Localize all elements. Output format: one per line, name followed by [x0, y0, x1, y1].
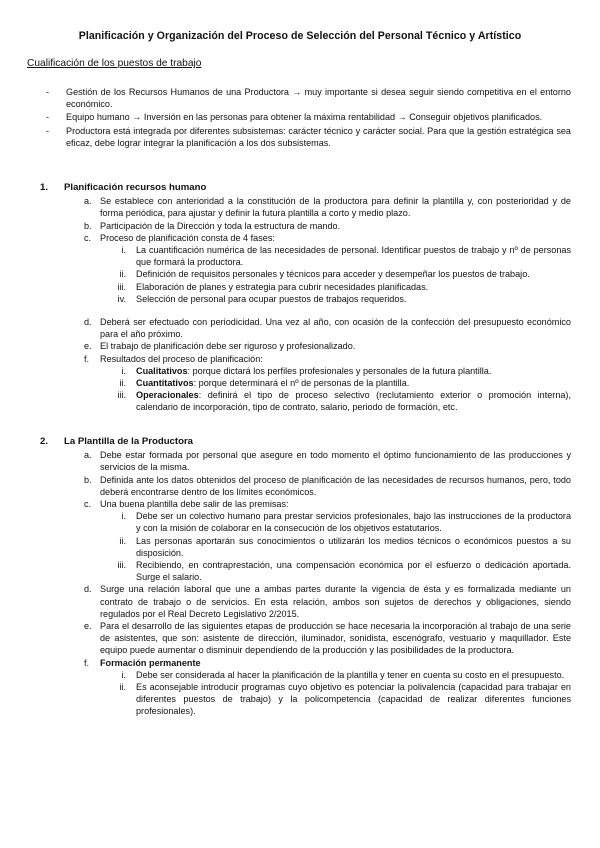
sub-list-item: i. Debe ser considerada al hacer la planificación de la plantilla y tener en cuenta su costo en el presupuesto.	[121, 669, 565, 680]
sub-list-item: iii. Elaboración de planes y estrategia para cubrir necesidades planificadas.	[117, 281, 429, 292]
list-item: b. Definida ante los datos obtenidos del proceso de planificación de las necesidades de recursos humanos, pero, todo deberá encontrarse dentro de los límites económicos.	[84, 474, 571, 497]
intro-item: - Equipo humano → Inversión en las personas para obtener la máxima rentabilidad → Conseguir objetivos planificados.	[46, 112, 543, 123]
sub-list-item: iv. Selección de personal para ocupar puestos de trabajos requeridos.	[117, 293, 407, 304]
list-item: e. Para el desarrollo de las siguientes etapas de producción se hace necesaria la incorporación al trabajo de una serie de asistentes, que son: asistente de dirección, iluminador, sonidista, escenógrafo, vestuario y maquillador. Este equipo puede aumentar o disminuir dependiendo de la producción y las posibilidades de la productora.	[84, 621, 571, 656]
list-item: a. Debe estar formada por personal que asegure en todo momento el óptimo funcionamiento de las producciones y servicios de la misma.	[84, 450, 571, 473]
sub-list-item: ii. Definición de requisitos personales y técnicos para acceder y desempeñar los puestos de trabajo.	[119, 269, 530, 280]
sub-list-item: iii. Operacionales: definirá el tipo de proceso selectivo (reclutamiento exterior o promoción interna), calendario de incorporación, tipo de contrato, salario, periodo de formación, etc.	[117, 390, 571, 413]
list-item: d. Surge una relación laboral que une a ambas partes durante la vigencia de ésta y es formalizada mediante un contrato de trabajo o de servicios. En esta relación, ambos son sujetos de derechos y obligaciones, siendo regulados por el Real Decreto Legislativo 2/2015.	[84, 584, 571, 619]
section-heading: 1. Planificación recursos humano	[40, 182, 207, 193]
sub-list-item: i. Debe ser un colectivo humano para prestar servicios profesionales, bajo las instrucciones de la productora y con la misión de colaborar en la consecución de los objetivos estatutarios.	[121, 511, 571, 534]
list-item: b. Participación de la Dirección y toda la estructura de mando.	[84, 220, 341, 231]
list-item: f. Formación permanente	[84, 657, 201, 668]
sub-list-item: ii. Las personas aportarán sus conocimientos o utilizarán los medios técnicos o económicos puestos a su disposición.	[119, 535, 571, 558]
section-2	[40, 436, 571, 718]
list-item: d. Deberá ser efectuado con periodicidad. Una vez al año, con ocasión de la confección del presupuesto económico para el año próximo.	[84, 317, 571, 340]
sub-list-item: i. La cuantificación numérica de las necesidades de personal. Identificar puestos de trabajo y nº de personas que formará la productora.	[121, 245, 571, 268]
section-heading: 2. La Plantilla de la Productora	[40, 436, 194, 447]
intro-item: - Gestión de los Recursos Humanos de una Productora → muy importante si desea seguir siendo competitiva en el entorno económico.	[46, 87, 571, 110]
section-subtitle: Cualificación de los puestos de trabajo	[27, 58, 202, 69]
list-item: c. Proceso de planificación consta de 4 fases:	[84, 232, 275, 243]
sub-list-item: ii. Es aconsejable introducir programas cuyo objetivo es potenciar la polivalencia (capacidad para trabajar en diferentes puestos de trabajo) y la policompetencia (capacidad de realizar diferentes funciones profesionales).	[119, 682, 571, 717]
list-item: f. Resultados del proceso de planificación:	[84, 353, 263, 364]
list-item: a. Se establece con anterioridad a la constitución de la productora para definir la plantilla y, con posterioridad y de forma periódica, para ajustar y definir la futura plantilla a corto y medio plazo.	[84, 196, 571, 219]
sub-list-item: i. Cualitativos: porque dictará los perfiles profesionales y personales de la futura plantilla.	[121, 365, 492, 376]
intro-list	[46, 86, 571, 150]
sub-list-item: iii. Recibiendo, en contraprestación, una compensación económica por el esfuerzo o dedicación aportada. Surge el salario.	[117, 560, 571, 583]
sub-list-item: ii. Cuantitativos: porque determinará el nº de personas de la plantilla.	[119, 378, 410, 389]
intro-item: - Productora está integrada por diferentes subsistemas: carácter técnico y carácter social. Para que la gestión estratégica sea eficaz, debe lograr integrar la planificación a los dos subsistemas.	[46, 125, 571, 148]
list-item: c. Una buena plantilla debe salir de las premisas:	[84, 499, 289, 510]
document-title: Planificación y Organización del Proceso de Selección del Personal Técnico y Artístico	[78, 30, 522, 42]
list-item: e. El trabajo de planificación debe ser riguroso y profesionalizado.	[84, 341, 356, 352]
section-1	[40, 182, 571, 414]
